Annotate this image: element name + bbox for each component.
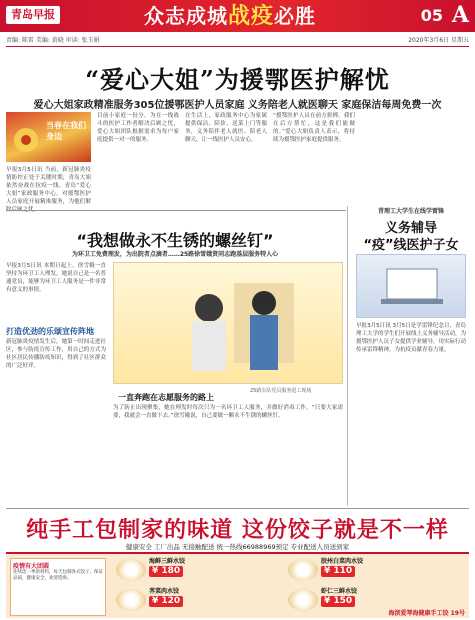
- side-headline-2: “疫”线医护子女: [363, 238, 459, 253]
- dumpling-advert: [6, 552, 469, 618]
- photo-caption: 25路车队党员服务进工现场: [250, 388, 312, 394]
- side-kicker: 青理工大学生在线学雷锋: [377, 208, 444, 215]
- banner-title-part-c: 必胜: [274, 4, 316, 28]
- product-item: [288, 556, 384, 582]
- product-name: 胶州白菜肉水饺: [321, 558, 364, 565]
- edition-meta: [6, 35, 469, 45]
- section-heading: 一直奔跑在志愿服务的路上: [118, 393, 214, 402]
- main-subhead: 爱心大姐家政精准服务305位援鄂医护人员家庭 义务陪老人就医聊天 家庭保洁每周免费一次: [33, 100, 442, 111]
- side-photo: [356, 254, 466, 318]
- side-story: [352, 206, 470, 506]
- product-name: 荠菜肉水饺: [149, 588, 180, 595]
- newspaper-logo: 青岛早报: [6, 6, 60, 24]
- body-column-4: “援鄂医护人员在前方拼搏，我们在后方帮忙，这是我们能做的。”爱心大姐负责人表示，将持续为援鄂医护家庭提供服务。: [273, 113, 355, 143]
- ad-phone-line: 海滨爱琴海健康手工饺 19号: [388, 610, 465, 617]
- photo-caption: 当春在我们身边: [46, 121, 86, 141]
- feature-subhead: 为环卫工免费理发，为出院者点滴者……25路徐雪娥贤同志跑基层服务特人心: [71, 251, 279, 258]
- product-name: 海鲜三鲜水饺: [149, 558, 186, 565]
- ad-info-box: [10, 558, 106, 616]
- editor-credits: 责编: 陈雷 美编: 黄晓 审读: 张玉娟: [6, 37, 100, 44]
- section-heading: 打造优劲的乐颂宣传阵地: [6, 327, 94, 336]
- feature-body-2: 为了防止出现聚集，她在理发时每次只为一名环卫工人服务，并做好消毒工作。“只要大家需要，我就会一直做下去。”徐雪娥说，自己要做一颗永不生锈的螺丝钉。: [113, 405, 343, 419]
- divider: [6, 46, 469, 47]
- section-letter: A: [451, 2, 469, 28]
- body-column-3: 在生活上，家政服务中心为家属提供保洁、陪诊、送菜上门等服务，义务陪伴老人就医、陪老人聊天，让一线医护人员安心。: [185, 113, 267, 143]
- feature-headline: “我想做永不生锈的螺丝钉”: [76, 231, 274, 250]
- page-banner: [0, 0, 475, 32]
- divider: [6, 210, 346, 211]
- price-tag: ¥ 110: [321, 566, 355, 577]
- feature-lead: 早报3月5日讯 本期日起上，徐雪娥一直坚持为环卫工人理发，她说自己是一名普通党员，能够为环卫工人服务是一件非常有意义的事情。: [6, 263, 106, 293]
- banner-title-part-a: 众志成城: [143, 4, 228, 28]
- page-number: 05: [420, 6, 443, 25]
- side-headline: 义务辅导: [384, 221, 437, 236]
- ad-headline: 纯手工包制家的味道 这份饺子就是不一样: [26, 517, 449, 543]
- story-photo: [6, 112, 91, 162]
- price-tag: ¥ 150: [321, 596, 355, 607]
- price-tag: ¥ 120: [149, 596, 183, 607]
- dumpling-dish-icon: [288, 589, 318, 611]
- dumpling-dish-icon: [116, 589, 146, 611]
- issue-date: 2020年3月6日 星期五: [408, 37, 469, 44]
- price-tag: ¥ 180: [149, 566, 183, 577]
- side-body: 早报3月5日讯 3月5日是学雷锋纪念日，青岛理工大学的学生们开展线上义务辅导活动，为援鄂医护人员子女提供学业辅导，用实际行动传承雷锋精神，为抗疫贡献青春力量。: [356, 323, 467, 353]
- banner-title-part-b: 战疫: [227, 4, 274, 29]
- main-headline: “爱心大姐”为援鄂医护解忧: [85, 65, 390, 94]
- product-name: 虾仁三鲜水饺: [321, 588, 358, 595]
- ad-subhead: 健康安全 工厂出品 无接触配送 统一热线66988969预定 专业配送人员送到家: [125, 543, 350, 551]
- product-item: [288, 586, 384, 612]
- feature-body: 新冠肺炎疫情发生后，她第一时间走进社区，参与防疫宣传工作，用自己的方式为社区居民传播防疫知识，得到了社区群众的广泛好评。: [6, 339, 106, 369]
- product-item: [116, 586, 212, 612]
- haircut-photo: [113, 262, 343, 384]
- dumpling-dish-icon: [288, 559, 318, 581]
- product-item: [116, 556, 212, 582]
- ad-box-text: 连续选一季原材料，每天包制各式饺子，保证品质，健康安全，欢迎选购。: [13, 570, 103, 581]
- photo-scene-icon: [114, 263, 344, 385]
- body-column-2: 目前小家庭一份分，为在一线战斗的医护工作者解决后顾之忧，爱心大姐团队根据需求为每户家庭提供一对一的服务。: [97, 113, 179, 143]
- dumpling-dish-icon: [116, 559, 146, 581]
- column-divider: [347, 206, 348, 506]
- divider: [6, 508, 469, 509]
- ad-box-title: 疫情有大团圆: [13, 563, 50, 570]
- banner-title: [110, 3, 350, 30]
- lead-paragraph: 早报3月5日讯 当前，新冠肺炎疫情防控正处于关键时期，青岛大姐依然奋战在抗疫一线。青岛“爱心大姐”家政服务中心，对援鄂医护人员家庭开展精准服务，为他们解: [6, 167, 91, 205]
- laptop-icon: [357, 255, 467, 319]
